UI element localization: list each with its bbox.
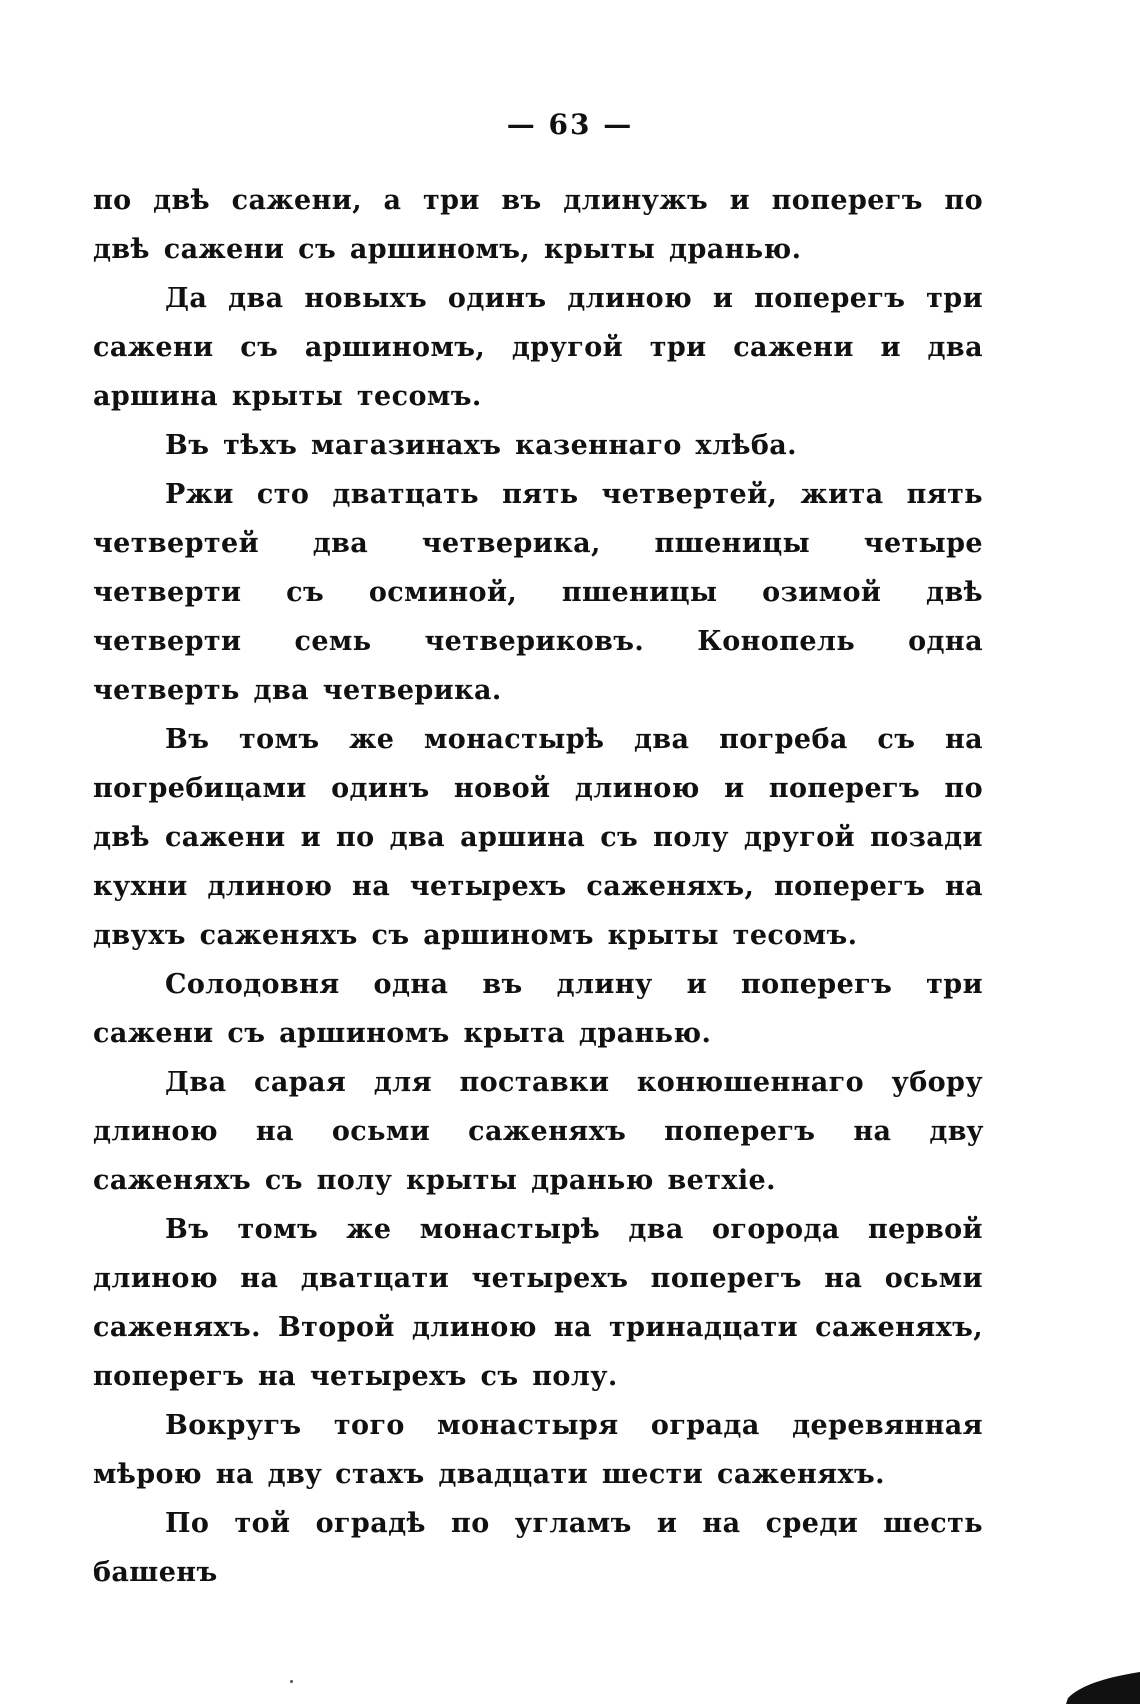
body-text (93, 176, 983, 1597)
paragraph: Да два новыхъ одинъ длиною и поперегъ три сажени съ аршиномъ, другой три сажени и два аршина крыты тесомъ. (93, 283, 983, 412)
paragraph: Въ томъ же монастырѣ два погреба съ на погребицами одинъ новой длиною и поперегъ по двѣ сажени и по два аршина съ полу другой позади кухни длиною на четырехъ саженяхъ, поперегъ на двухъ саженяхъ съ аршиномъ крыты тесомъ. (93, 724, 983, 951)
scan-speck (290, 1680, 293, 1683)
page-number: — 63 — (506, 108, 634, 141)
paragraph-continuation: по двѣ сажени, а три въ длинужъ и поперегъ по двѣ сажени съ аршиномъ, крыты дранью. (93, 185, 983, 265)
paragraph: Въ томъ же монастырѣ два огорода первой длиною на дватцати четырехъ поперегъ на осьми саженяхъ. Второй длиною на тринадцати саженяхъ, поперегъ на четырехъ съ полу. (93, 1214, 983, 1392)
paragraph: Два сарая для поставки конюшеннаго убору длиною на осьми саженяхъ поперегъ на двy саженяхъ съ полу крыты дранью ветхіе. (93, 1067, 983, 1196)
paragraph: Солодовня одна въ длину и поперегъ три сажени съ аршиномъ крыта дранью. (93, 969, 983, 1049)
paragraph: Вокругъ того монастыря ограда деревянная мѣрою на двy стахъ двадцати шести саженяхъ. (93, 1410, 983, 1490)
paragraph: Ржи сто дватцать пять четвертей, жита пять четвертей два четверика, пшеницы четыре четверти съ осминой, пшеницы озимой двѣ четверти семь четвериковъ. Конопель одна четверть два четверика. (93, 479, 983, 706)
page-corner-mark (1062, 1668, 1140, 1704)
paragraph: По той оградѣ по угламъ и на среди шесть башенъ (93, 1508, 983, 1588)
paragraph: Въ тѣхъ магазинахъ казеннаго хлѣба. (165, 430, 797, 461)
